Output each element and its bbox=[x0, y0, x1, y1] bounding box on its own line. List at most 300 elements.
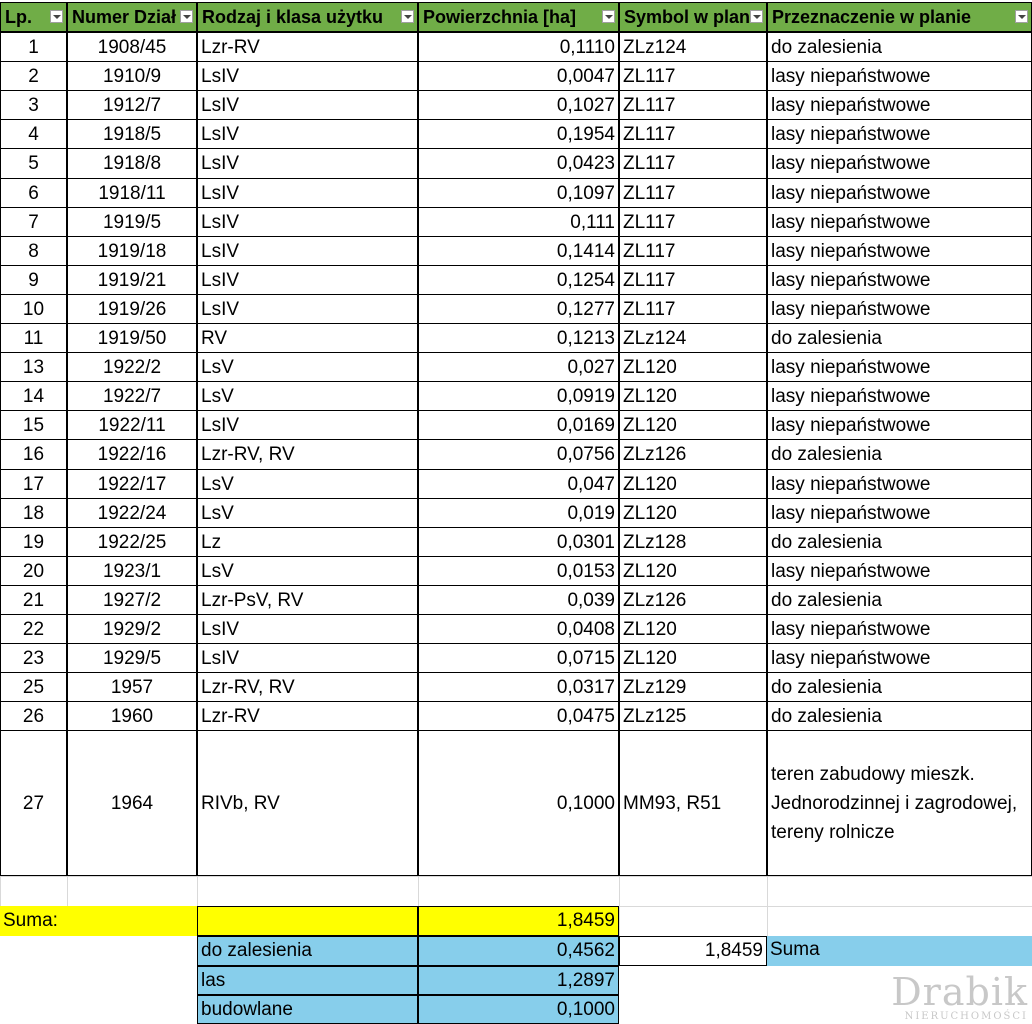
cell-text: ZL117 bbox=[623, 124, 676, 145]
cell-przeznaczenie[interactable] bbox=[767, 90, 1032, 120]
cell-powierzchnia[interactable] bbox=[418, 294, 619, 324]
cell-symbol[interactable] bbox=[619, 236, 767, 266]
cell-przeznaczenie[interactable] bbox=[767, 352, 1032, 382]
cell-rodzaj[interactable] bbox=[197, 148, 418, 179]
cell-text: 2 bbox=[28, 66, 39, 87]
cell-text: LsIV bbox=[201, 270, 240, 291]
cell-lp[interactable] bbox=[0, 119, 67, 149]
cell-symbol[interactable] bbox=[619, 643, 767, 673]
cell-text: 1919/18 bbox=[97, 241, 167, 262]
cell-text: LsIV bbox=[201, 66, 240, 87]
cell-powierzchnia[interactable] bbox=[418, 701, 619, 731]
cell-rodzaj[interactable] bbox=[197, 90, 418, 120]
cell-text: LsIV bbox=[201, 183, 240, 204]
cell-przeznaczenie[interactable] bbox=[767, 32, 1032, 62]
cell-numer[interactable] bbox=[67, 178, 197, 208]
przeznaczenie-lines bbox=[771, 760, 1017, 847]
cell-text: ZL120 bbox=[623, 619, 677, 640]
cell-powierzchnia[interactable] bbox=[418, 148, 619, 179]
cell-numer[interactable] bbox=[67, 119, 197, 149]
filter-dropdown-icon[interactable] bbox=[401, 10, 414, 23]
cell-rodzaj[interactable] bbox=[197, 265, 418, 295]
cell-przeznaczenie[interactable] bbox=[767, 381, 1032, 411]
cell-symbol[interactable] bbox=[619, 527, 767, 557]
cell-text: ZLz126 bbox=[623, 444, 687, 465]
cell-text: lasy niepaństwowe bbox=[771, 124, 931, 145]
cell-text: 1960 bbox=[110, 706, 154, 727]
watermark-sub: NIERUCHOMOŚCI bbox=[904, 1011, 1028, 1022]
cell-powierzchnia[interactable] bbox=[418, 178, 619, 208]
cell-numer[interactable] bbox=[67, 61, 197, 91]
cell-powierzchnia[interactable] bbox=[418, 556, 619, 586]
cell-rodzaj[interactable] bbox=[197, 381, 418, 411]
cell-powierzchnia[interactable] bbox=[418, 672, 619, 702]
summary-label: budowlane bbox=[201, 999, 293, 1020]
cell-text: 13 bbox=[22, 357, 45, 378]
cell-text: ZL117 bbox=[623, 299, 676, 320]
tall-row-pow[interactable] bbox=[418, 730, 619, 876]
suma-label: Suma: bbox=[3, 910, 58, 931]
cell-numer[interactable] bbox=[67, 352, 197, 382]
cell-rodzaj[interactable] bbox=[197, 672, 418, 702]
cell-rodzaj[interactable] bbox=[197, 701, 418, 731]
cell-symbol[interactable] bbox=[619, 323, 767, 353]
header-powierzchnia[interactable] bbox=[418, 2, 619, 32]
cell-text: 1 bbox=[28, 37, 39, 58]
cell-rodzaj[interactable] bbox=[197, 410, 418, 440]
cell-symbol[interactable] bbox=[619, 701, 767, 731]
cell-text: 1922/11 bbox=[98, 415, 166, 436]
cell-przeznaczenie[interactable] bbox=[767, 614, 1032, 644]
header-numer-label: Numer Dział bbox=[72, 7, 177, 27]
cell-text: LsIV bbox=[201, 241, 240, 262]
cell-text: 15 bbox=[22, 415, 45, 436]
cell-powierzchnia[interactable] bbox=[418, 498, 619, 528]
cell-powierzchnia[interactable] bbox=[418, 439, 619, 470]
cell-powierzchnia[interactable] bbox=[418, 614, 619, 644]
cell-text: 1922/24 bbox=[97, 503, 167, 524]
cell-lp[interactable] bbox=[0, 294, 67, 324]
cell-powierzchnia[interactable] bbox=[418, 90, 619, 120]
cell-powierzchnia[interactable] bbox=[418, 643, 619, 673]
empty-cell[interactable] bbox=[767, 876, 1032, 906]
header-symbol[interactable] bbox=[619, 2, 767, 32]
cell-text: 0,0317 bbox=[556, 677, 615, 698]
cell-numer[interactable] bbox=[67, 439, 197, 470]
check-sum-cell[interactable] bbox=[619, 936, 767, 966]
cell-przeznaczenie[interactable] bbox=[767, 643, 1032, 673]
cell-symbol[interactable] bbox=[619, 119, 767, 149]
cell-text: ZL120 bbox=[623, 561, 677, 582]
cell-text: Lzr-RV bbox=[201, 37, 260, 58]
cell-przeznaczenie[interactable] bbox=[767, 469, 1032, 499]
cell-lp[interactable] bbox=[0, 381, 67, 411]
cell-symbol[interactable] bbox=[619, 148, 767, 179]
cell-przeznaczenie[interactable] bbox=[767, 294, 1032, 324]
cell-rodzaj[interactable] bbox=[197, 207, 418, 237]
header-przeznaczenie[interactable] bbox=[767, 2, 1032, 32]
cell-text: Lzr-RV, RV bbox=[201, 677, 295, 698]
cell-rodzaj[interactable] bbox=[197, 352, 418, 382]
cell-rodzaj[interactable] bbox=[197, 469, 418, 499]
cell-numer[interactable] bbox=[67, 701, 197, 731]
cell-text: 0,1110 bbox=[559, 37, 615, 58]
cell-text: ZL117 bbox=[623, 66, 676, 87]
cell-text: Lzr-RV bbox=[201, 706, 260, 727]
cell-numer[interactable] bbox=[67, 469, 197, 499]
cell-lp[interactable] bbox=[0, 323, 67, 353]
header-powierzchnia-label: Powierzchnia [ha] bbox=[423, 7, 577, 27]
cell-przeznaczenie[interactable] bbox=[767, 410, 1032, 440]
cell-text: do zalesienia bbox=[771, 590, 882, 611]
cell-text: ZL120 bbox=[623, 357, 677, 378]
cell-line: Jednorodzinnej i zagrodowej, bbox=[771, 792, 1018, 814]
filter-dropdown-icon[interactable] bbox=[50, 10, 63, 23]
cell-numer[interactable] bbox=[67, 90, 197, 120]
cell-text: ZL117 bbox=[623, 241, 676, 262]
cell-przeznaczenie[interactable] bbox=[767, 119, 1032, 149]
cell-text: LsV bbox=[201, 561, 234, 582]
cell-text: 0,111 bbox=[570, 212, 615, 233]
empty-cell[interactable] bbox=[767, 906, 1032, 936]
cell-symbol[interactable] bbox=[619, 469, 767, 499]
cell-lp[interactable] bbox=[0, 265, 67, 295]
cell-text: ZL117 bbox=[623, 153, 676, 174]
cell-rodzaj[interactable] bbox=[197, 61, 418, 91]
cell-text: lasy niepaństwowe bbox=[771, 212, 931, 233]
cell-przeznaczenie[interactable] bbox=[767, 439, 1032, 470]
cell-numer[interactable] bbox=[67, 32, 197, 62]
cell-lp[interactable] bbox=[0, 90, 67, 120]
cell-text: ZL120 bbox=[623, 474, 677, 495]
cell-przeznaczenie[interactable] bbox=[767, 207, 1032, 237]
cell-powierzchnia[interactable] bbox=[418, 381, 619, 411]
cell-symbol[interactable] bbox=[619, 90, 767, 120]
cell-text: 21 bbox=[22, 590, 45, 611]
cell-lp[interactable] bbox=[0, 469, 67, 499]
cell-symbol[interactable] bbox=[619, 265, 767, 295]
cell-text: RV bbox=[201, 328, 228, 349]
cell-lp[interactable] bbox=[0, 614, 67, 644]
suma-label-cell[interactable] bbox=[0, 906, 197, 936]
empty-cell[interactable] bbox=[197, 876, 418, 906]
cell-text: lasy niepaństwowe bbox=[771, 241, 931, 262]
cell-symbol[interactable] bbox=[619, 178, 767, 208]
cell-lp[interactable] bbox=[0, 672, 67, 702]
cell-symbol[interactable] bbox=[619, 614, 767, 644]
cell-text: 0,0047 bbox=[556, 66, 615, 87]
cell-lp[interactable] bbox=[0, 527, 67, 557]
cell-numer[interactable] bbox=[67, 323, 197, 353]
cell-lp[interactable] bbox=[0, 236, 67, 266]
cell-numer[interactable] bbox=[67, 643, 197, 673]
cell-text: 1919/50 bbox=[97, 328, 167, 349]
check-sum-value: 1,8459 bbox=[704, 940, 763, 961]
cell-rodzaj[interactable] bbox=[197, 498, 418, 528]
cell-text: 22 bbox=[22, 619, 45, 640]
cell-numer[interactable] bbox=[67, 148, 197, 179]
cell-lp[interactable] bbox=[0, 643, 67, 673]
cell-text: ZLz125 bbox=[623, 706, 687, 727]
cell-przeznaczenie[interactable] bbox=[767, 585, 1032, 615]
cell-text: 23 bbox=[22, 648, 45, 669]
cell-text: LsIV bbox=[201, 153, 240, 174]
tall-row-przeznaczenie[interactable] bbox=[767, 730, 1032, 876]
cell-text: 26 bbox=[22, 706, 45, 727]
cell-text: lasy niepaństwowe bbox=[771, 66, 931, 87]
cell-lp[interactable] bbox=[0, 61, 67, 91]
cell-text: ZL120 bbox=[623, 386, 677, 407]
cell-text: 0,1254 bbox=[556, 270, 615, 291]
cell-text: lasy niepaństwowe bbox=[771, 619, 931, 640]
summary-value-cell[interactable] bbox=[418, 995, 619, 1024]
cell-text: ZL117 bbox=[623, 95, 676, 116]
cell-przeznaczenie[interactable] bbox=[767, 701, 1032, 731]
header-rodzaj[interactable] bbox=[197, 2, 418, 32]
tall-row-rodzaj[interactable] bbox=[197, 730, 418, 876]
empty-cell[interactable] bbox=[619, 876, 767, 906]
cell-powierzchnia[interactable] bbox=[418, 410, 619, 440]
header-numer[interactable] bbox=[67, 2, 197, 32]
cell-text: 0,1414 bbox=[556, 241, 615, 262]
cell-numer[interactable] bbox=[67, 527, 197, 557]
cell-numer[interactable] bbox=[67, 672, 197, 702]
filter-dropdown-icon[interactable] bbox=[602, 10, 615, 23]
cell-rodzaj[interactable] bbox=[197, 439, 418, 470]
cell-text: do zalesienia bbox=[771, 677, 882, 698]
tall-row-lp[interactable] bbox=[0, 730, 67, 876]
cell-powierzchnia[interactable] bbox=[418, 527, 619, 557]
cell-lp[interactable] bbox=[0, 556, 67, 586]
cell-rodzaj[interactable] bbox=[197, 585, 418, 615]
cell-text: ZL117 bbox=[623, 183, 676, 204]
cell-text: ZLz124 bbox=[623, 37, 687, 58]
cell-text: 1922/25 bbox=[97, 532, 167, 553]
cell-powierzchnia[interactable] bbox=[418, 469, 619, 499]
cell-powierzchnia[interactable] bbox=[418, 236, 619, 266]
summary-value-cell[interactable] bbox=[418, 966, 619, 995]
cell-rodzaj[interactable] bbox=[197, 119, 418, 149]
cell-text: 1908/45 bbox=[97, 37, 167, 58]
cell-numer[interactable] bbox=[67, 614, 197, 644]
cell-numer[interactable] bbox=[67, 498, 197, 528]
cell-text: LsV bbox=[201, 503, 234, 524]
cell-text: 4 bbox=[28, 124, 39, 145]
cell-rodzaj[interactable] bbox=[197, 323, 418, 353]
summary-label-cell[interactable] bbox=[197, 995, 418, 1024]
filter-dropdown-icon[interactable] bbox=[750, 10, 763, 23]
cell-symbol[interactable] bbox=[619, 585, 767, 615]
cell-rodzaj[interactable] bbox=[197, 614, 418, 644]
cell-text: 0,1954 bbox=[556, 124, 615, 145]
cell-rodzaj[interactable] bbox=[197, 178, 418, 208]
cell-text: lasy niepaństwowe bbox=[771, 95, 931, 116]
watermark-main: Drabik bbox=[891, 970, 1028, 1014]
cell-powierzchnia[interactable] bbox=[418, 323, 619, 353]
cell-text: 19 bbox=[22, 532, 45, 553]
cell-symbol[interactable] bbox=[619, 439, 767, 470]
suma-value-cell[interactable] bbox=[418, 906, 619, 936]
cell-text: Lz bbox=[201, 532, 222, 553]
cell-text: 9 bbox=[28, 270, 39, 291]
cell-text: 1918/8 bbox=[102, 153, 162, 174]
cell-przeznaczenie[interactable] bbox=[767, 265, 1032, 295]
cell-text: 0,0475 bbox=[556, 706, 615, 727]
cell-text: 0,047 bbox=[567, 474, 615, 495]
cell-text: ZLz124 bbox=[623, 328, 687, 349]
cell-text: 1919/5 bbox=[102, 212, 162, 233]
cell-text: 3 bbox=[28, 95, 39, 116]
suma-empty-cell[interactable] bbox=[197, 906, 418, 936]
cell-powierzchnia[interactable] bbox=[418, 61, 619, 91]
summary-value: 0,1000 bbox=[556, 999, 615, 1020]
cell-text: lasy niepaństwowe bbox=[771, 503, 931, 524]
cell-text: lasy niepaństwowe bbox=[771, 299, 931, 320]
cell-text: 0,019 bbox=[567, 503, 615, 524]
cell-przeznaczenie[interactable] bbox=[767, 527, 1032, 557]
cell-text: ZLz129 bbox=[623, 677, 687, 698]
cell-powierzchnia[interactable] bbox=[418, 32, 619, 62]
cell-text: 1927/2 bbox=[102, 590, 162, 611]
cell-text: lasy niepaństwowe bbox=[771, 357, 931, 378]
cell-symbol[interactable] bbox=[619, 556, 767, 586]
summary-value-cell[interactable] bbox=[418, 936, 619, 966]
header-lp[interactable] bbox=[0, 2, 67, 32]
cell-text: ZL120 bbox=[623, 648, 677, 669]
cell-przeznaczenie[interactable] bbox=[767, 498, 1032, 528]
cell-numer[interactable] bbox=[67, 207, 197, 237]
empty-cell[interactable] bbox=[418, 876, 619, 906]
summary-label-cell[interactable] bbox=[197, 936, 418, 966]
cell-numer[interactable] bbox=[67, 556, 197, 586]
cell-symbol[interactable] bbox=[619, 498, 767, 528]
tall-row-symbol[interactable] bbox=[619, 730, 767, 876]
cell-text: do zalesienia bbox=[771, 706, 882, 727]
cell-rodzaj[interactable] bbox=[197, 32, 418, 62]
cell-text: 0,0919 bbox=[556, 386, 615, 407]
cell-text: do zalesienia bbox=[771, 532, 882, 553]
cell-text: 1912/7 bbox=[102, 95, 162, 116]
header-rodzaj-label: Rodzaj i klasa użytku bbox=[202, 7, 384, 27]
cell-lp[interactable] bbox=[0, 32, 67, 62]
cell-numer[interactable] bbox=[67, 585, 197, 615]
cell-rodzaj[interactable] bbox=[197, 236, 418, 266]
check-sum-label-cell[interactable] bbox=[767, 936, 1032, 966]
cell-text: lasy niepaństwowe bbox=[771, 386, 931, 407]
cell-line: tereny rolnicze bbox=[771, 821, 895, 843]
cell-text: Lzr-PsV, RV bbox=[201, 590, 304, 611]
cell-symbol[interactable] bbox=[619, 207, 767, 237]
cell-text: ZL120 bbox=[623, 415, 677, 436]
cell-rodzaj[interactable] bbox=[197, 294, 418, 324]
cell-text: ZL117 bbox=[623, 212, 676, 233]
filter-dropdown-icon[interactable] bbox=[180, 10, 193, 23]
cell-lp[interactable] bbox=[0, 352, 67, 382]
cell-numer[interactable] bbox=[67, 381, 197, 411]
cell-powierzchnia[interactable] bbox=[418, 352, 619, 382]
cell-text: 27 bbox=[22, 792, 45, 814]
cell-powierzchnia[interactable] bbox=[418, 585, 619, 615]
cell-przeznaczenie[interactable] bbox=[767, 148, 1032, 179]
cell-przeznaczenie[interactable] bbox=[767, 672, 1032, 702]
cell-text: LsV bbox=[201, 357, 234, 378]
cell-lp[interactable] bbox=[0, 701, 67, 731]
cell-text: 25 bbox=[22, 677, 45, 698]
cell-symbol[interactable] bbox=[619, 381, 767, 411]
cell-powierzchnia[interactable] bbox=[418, 207, 619, 237]
empty-cell[interactable] bbox=[67, 876, 197, 906]
header-przeznaczenie-label: Przeznaczenie w planie bbox=[772, 7, 972, 27]
cell-rodzaj[interactable] bbox=[197, 643, 418, 673]
cell-numer[interactable] bbox=[67, 410, 197, 440]
cell-symbol[interactable] bbox=[619, 410, 767, 440]
cell-text: 1922/2 bbox=[102, 357, 162, 378]
cell-text: 0,1000 bbox=[556, 792, 615, 814]
header-symbol-label: Symbol w plan bbox=[624, 7, 751, 27]
cell-rodzaj[interactable] bbox=[197, 527, 418, 557]
cell-lp[interactable] bbox=[0, 585, 67, 615]
cell-przeznaczenie[interactable] bbox=[767, 236, 1032, 266]
cell-rodzaj[interactable] bbox=[197, 556, 418, 586]
empty-cell[interactable] bbox=[619, 906, 767, 936]
cell-text: 1923/1 bbox=[102, 561, 162, 582]
cell-text: ZL120 bbox=[623, 503, 677, 524]
cell-lp[interactable] bbox=[0, 148, 67, 179]
cell-lp[interactable] bbox=[0, 439, 67, 470]
cell-przeznaczenie[interactable] bbox=[767, 61, 1032, 91]
filter-dropdown-icon[interactable] bbox=[1015, 10, 1028, 23]
cell-powierzchnia[interactable] bbox=[418, 119, 619, 149]
cell-przeznaczenie[interactable] bbox=[767, 556, 1032, 586]
cell-text: do zalesienia bbox=[771, 444, 882, 465]
cell-symbol[interactable] bbox=[619, 32, 767, 62]
tall-row-numer[interactable] bbox=[67, 730, 197, 876]
cell-lp[interactable] bbox=[0, 207, 67, 237]
summary-label: las bbox=[201, 970, 226, 991]
cell-numer[interactable] bbox=[67, 265, 197, 295]
cell-text: LsIV bbox=[201, 212, 240, 233]
cell-text: 0,0301 bbox=[556, 532, 615, 553]
cell-powierzchnia[interactable] bbox=[418, 265, 619, 295]
cell-numer[interactable] bbox=[67, 294, 197, 324]
cell-lp[interactable] bbox=[0, 410, 67, 440]
cell-lp[interactable] bbox=[0, 178, 67, 208]
cell-text: 1918/5 bbox=[102, 124, 162, 145]
cell-symbol[interactable] bbox=[619, 61, 767, 91]
cell-text: do zalesienia bbox=[771, 37, 882, 58]
check-sum-label: Suma bbox=[770, 939, 820, 960]
cell-text: lasy niepaństwowe bbox=[771, 648, 931, 669]
cell-text: ZLz128 bbox=[623, 532, 687, 553]
summary-label: do zalesienia bbox=[201, 940, 312, 961]
cell-symbol[interactable] bbox=[619, 352, 767, 382]
cell-text: 5 bbox=[28, 153, 39, 174]
summary-label-cell[interactable] bbox=[197, 966, 418, 995]
cell-numer[interactable] bbox=[67, 236, 197, 266]
summary-value: 0,4562 bbox=[556, 940, 615, 961]
cell-text: lasy niepaństwowe bbox=[771, 153, 931, 174]
cell-przeznaczenie[interactable] bbox=[767, 323, 1032, 353]
cell-text: 1929/5 bbox=[102, 648, 162, 669]
cell-text: 1929/2 bbox=[102, 619, 162, 640]
cell-przeznaczenie[interactable] bbox=[767, 178, 1032, 208]
cell-lp[interactable] bbox=[0, 498, 67, 528]
cell-symbol[interactable] bbox=[619, 294, 767, 324]
cell-symbol[interactable] bbox=[619, 672, 767, 702]
cell-text: 0,0423 bbox=[556, 153, 615, 174]
cell-text: do zalesienia bbox=[771, 328, 882, 349]
empty-cell[interactable] bbox=[0, 876, 67, 906]
